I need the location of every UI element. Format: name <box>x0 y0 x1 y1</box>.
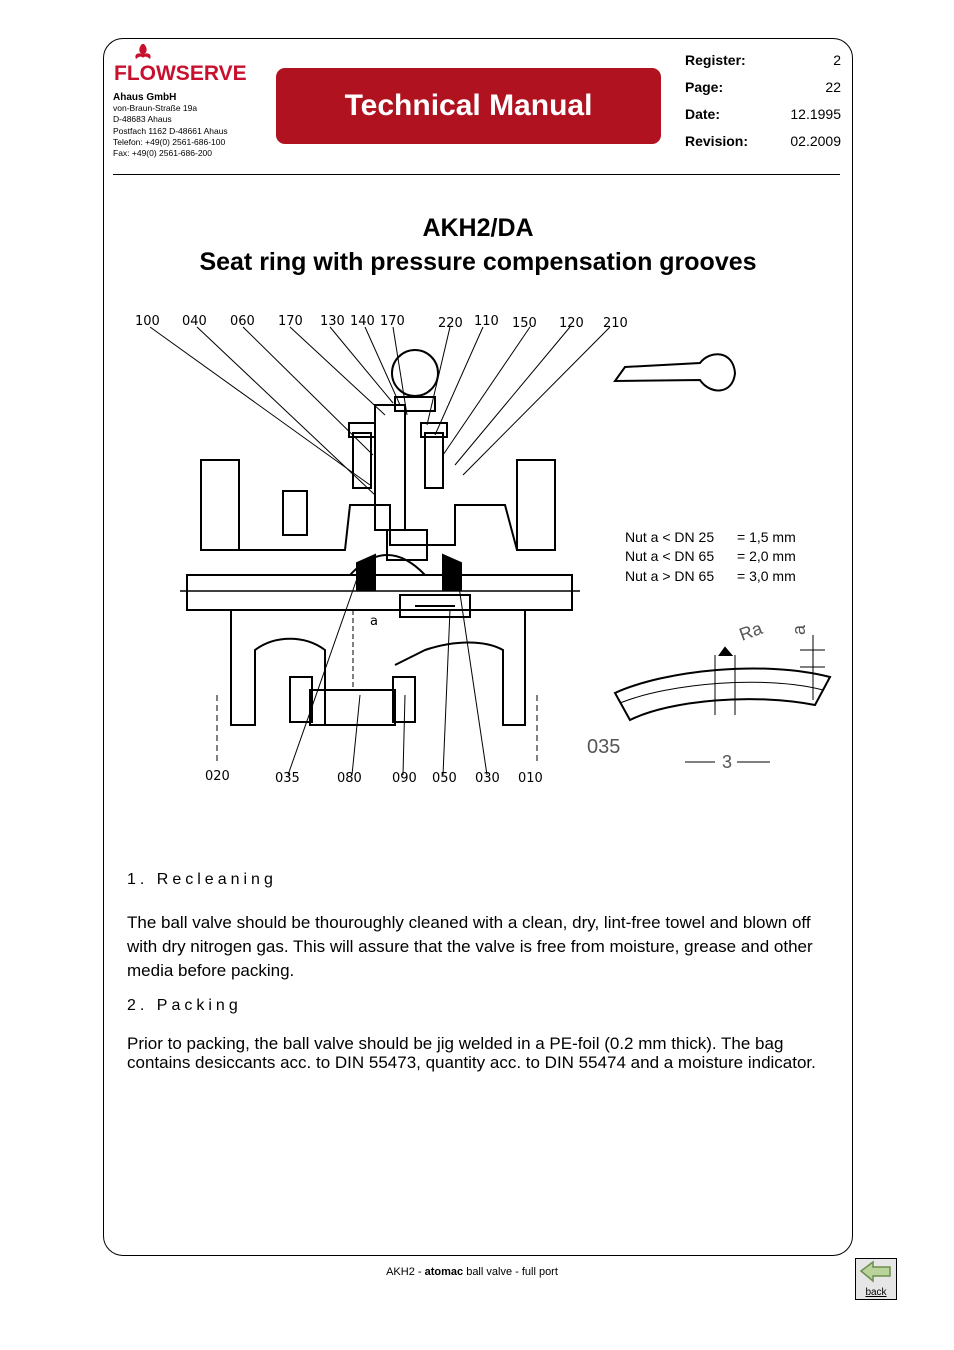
section-mark: a <box>370 614 378 629</box>
company-address <box>113 92 228 159</box>
manual-banner <box>276 68 661 144</box>
back-label: back <box>865 1287 887 1298</box>
meta-row <box>685 127 841 154</box>
drawing-label: 010 <box>518 771 543 786</box>
drawing-label: 130 <box>320 314 345 329</box>
address-line: Postfach 1162 D-48661 Ahaus <box>113 125 228 136</box>
footer-prefix: AKH2 - <box>386 1266 425 1278</box>
valve-drawing <box>125 305 845 795</box>
drawing-label: 170 <box>380 314 405 329</box>
section-heading: 1. Recleaning <box>127 871 277 888</box>
meta-row <box>685 100 841 127</box>
meta-row <box>685 46 841 73</box>
drawing-label: 090 <box>392 771 417 786</box>
page-title: AKH2/DA <box>422 214 534 242</box>
drawing-label: 210 <box>603 316 628 331</box>
flowserve-logo <box>112 42 247 86</box>
meta-label: Date: <box>685 105 721 122</box>
nut-condition: Nut a < DN 65 <box>625 548 715 564</box>
address-line: Telefon: +49(0) 2561-686-100 <box>113 136 226 147</box>
drawing-label: 030 <box>475 771 500 786</box>
meta-label: Revision: <box>685 132 749 149</box>
address-line: von-Braun-Straße 19a <box>113 103 198 114</box>
nut-condition: Nut a > DN 65 <box>625 568 715 584</box>
dimension-a-label: a <box>789 624 809 635</box>
drawing-label: 050 <box>432 771 457 786</box>
drawing-label: 170 <box>278 314 303 329</box>
roughness-label: Ra <box>736 618 765 645</box>
meta-value: 22 <box>825 78 841 95</box>
header-divider <box>113 174 840 175</box>
address-line: Fax: +49(0) 2561-686-200 <box>113 148 212 159</box>
address-line: D-48683 Ahaus <box>113 114 172 125</box>
meta-value: 02.2009 <box>790 132 841 149</box>
svg-text:FLOWSERVE: FLOWSERVE <box>114 62 247 85</box>
width-label: 3 <box>722 752 733 772</box>
meta-row <box>685 73 841 100</box>
document-meta <box>685 46 841 154</box>
footer-suffix: ball valve - full port <box>463 1266 558 1278</box>
drawing-label: 035 <box>275 771 300 786</box>
drawing-label: 100 <box>135 314 160 329</box>
footer-brand: atomac <box>424 1266 464 1278</box>
drawing-label: 120 <box>559 316 584 331</box>
meta-label: Register: <box>685 51 746 68</box>
drawing-label: 150 <box>512 316 537 331</box>
back-arrow-icon <box>856 1259 896 1287</box>
drawing-label: 060 <box>230 314 255 329</box>
drawing-label: 110 <box>474 314 499 329</box>
section-text: Prior to packing, the ball valve should be jig welded in a PE-foil (0.2 mm thick). The bag contains desiccants acc. to DIN 55473, quantity acc. to DIN 55474 and a moisture indicator. <box>127 1034 816 1072</box>
section-text: The ball valve should be thouroughly cleaned with a clean, dry, lint-free towel and blown off with dry nitrogen gas. This will assure that the valve is free from moisture, grease and other media before packing. <box>127 913 813 980</box>
meta-value: 12.1995 <box>790 105 841 122</box>
company-name: Ahaus GmbH <box>113 92 177 103</box>
meta-value: 2 <box>833 51 841 68</box>
section-heading: 2. Packing <box>127 997 242 1014</box>
drawing-label: 140 <box>350 314 375 329</box>
meta-label: Page: <box>685 78 724 95</box>
page-footer <box>0 1266 944 1278</box>
nut-value: = 3,0 mm <box>737 568 796 584</box>
nut-value: = 1,5 mm <box>737 529 796 545</box>
nut-value: = 2,0 mm <box>737 548 796 564</box>
page-subtitle: Seat ring with pressure compensation grooves <box>199 248 757 276</box>
banner-title: Technical Manual <box>344 89 593 122</box>
back-button[interactable] <box>855 1258 897 1300</box>
drawing-label: 220 <box>438 316 463 331</box>
drawing-label: 020 <box>205 769 230 784</box>
drawing-label: 080 <box>337 771 362 786</box>
nut-condition: Nut a < DN 25 <box>625 529 715 545</box>
detail-part-label: 035 <box>587 736 621 758</box>
drawing-label: 040 <box>182 314 207 329</box>
